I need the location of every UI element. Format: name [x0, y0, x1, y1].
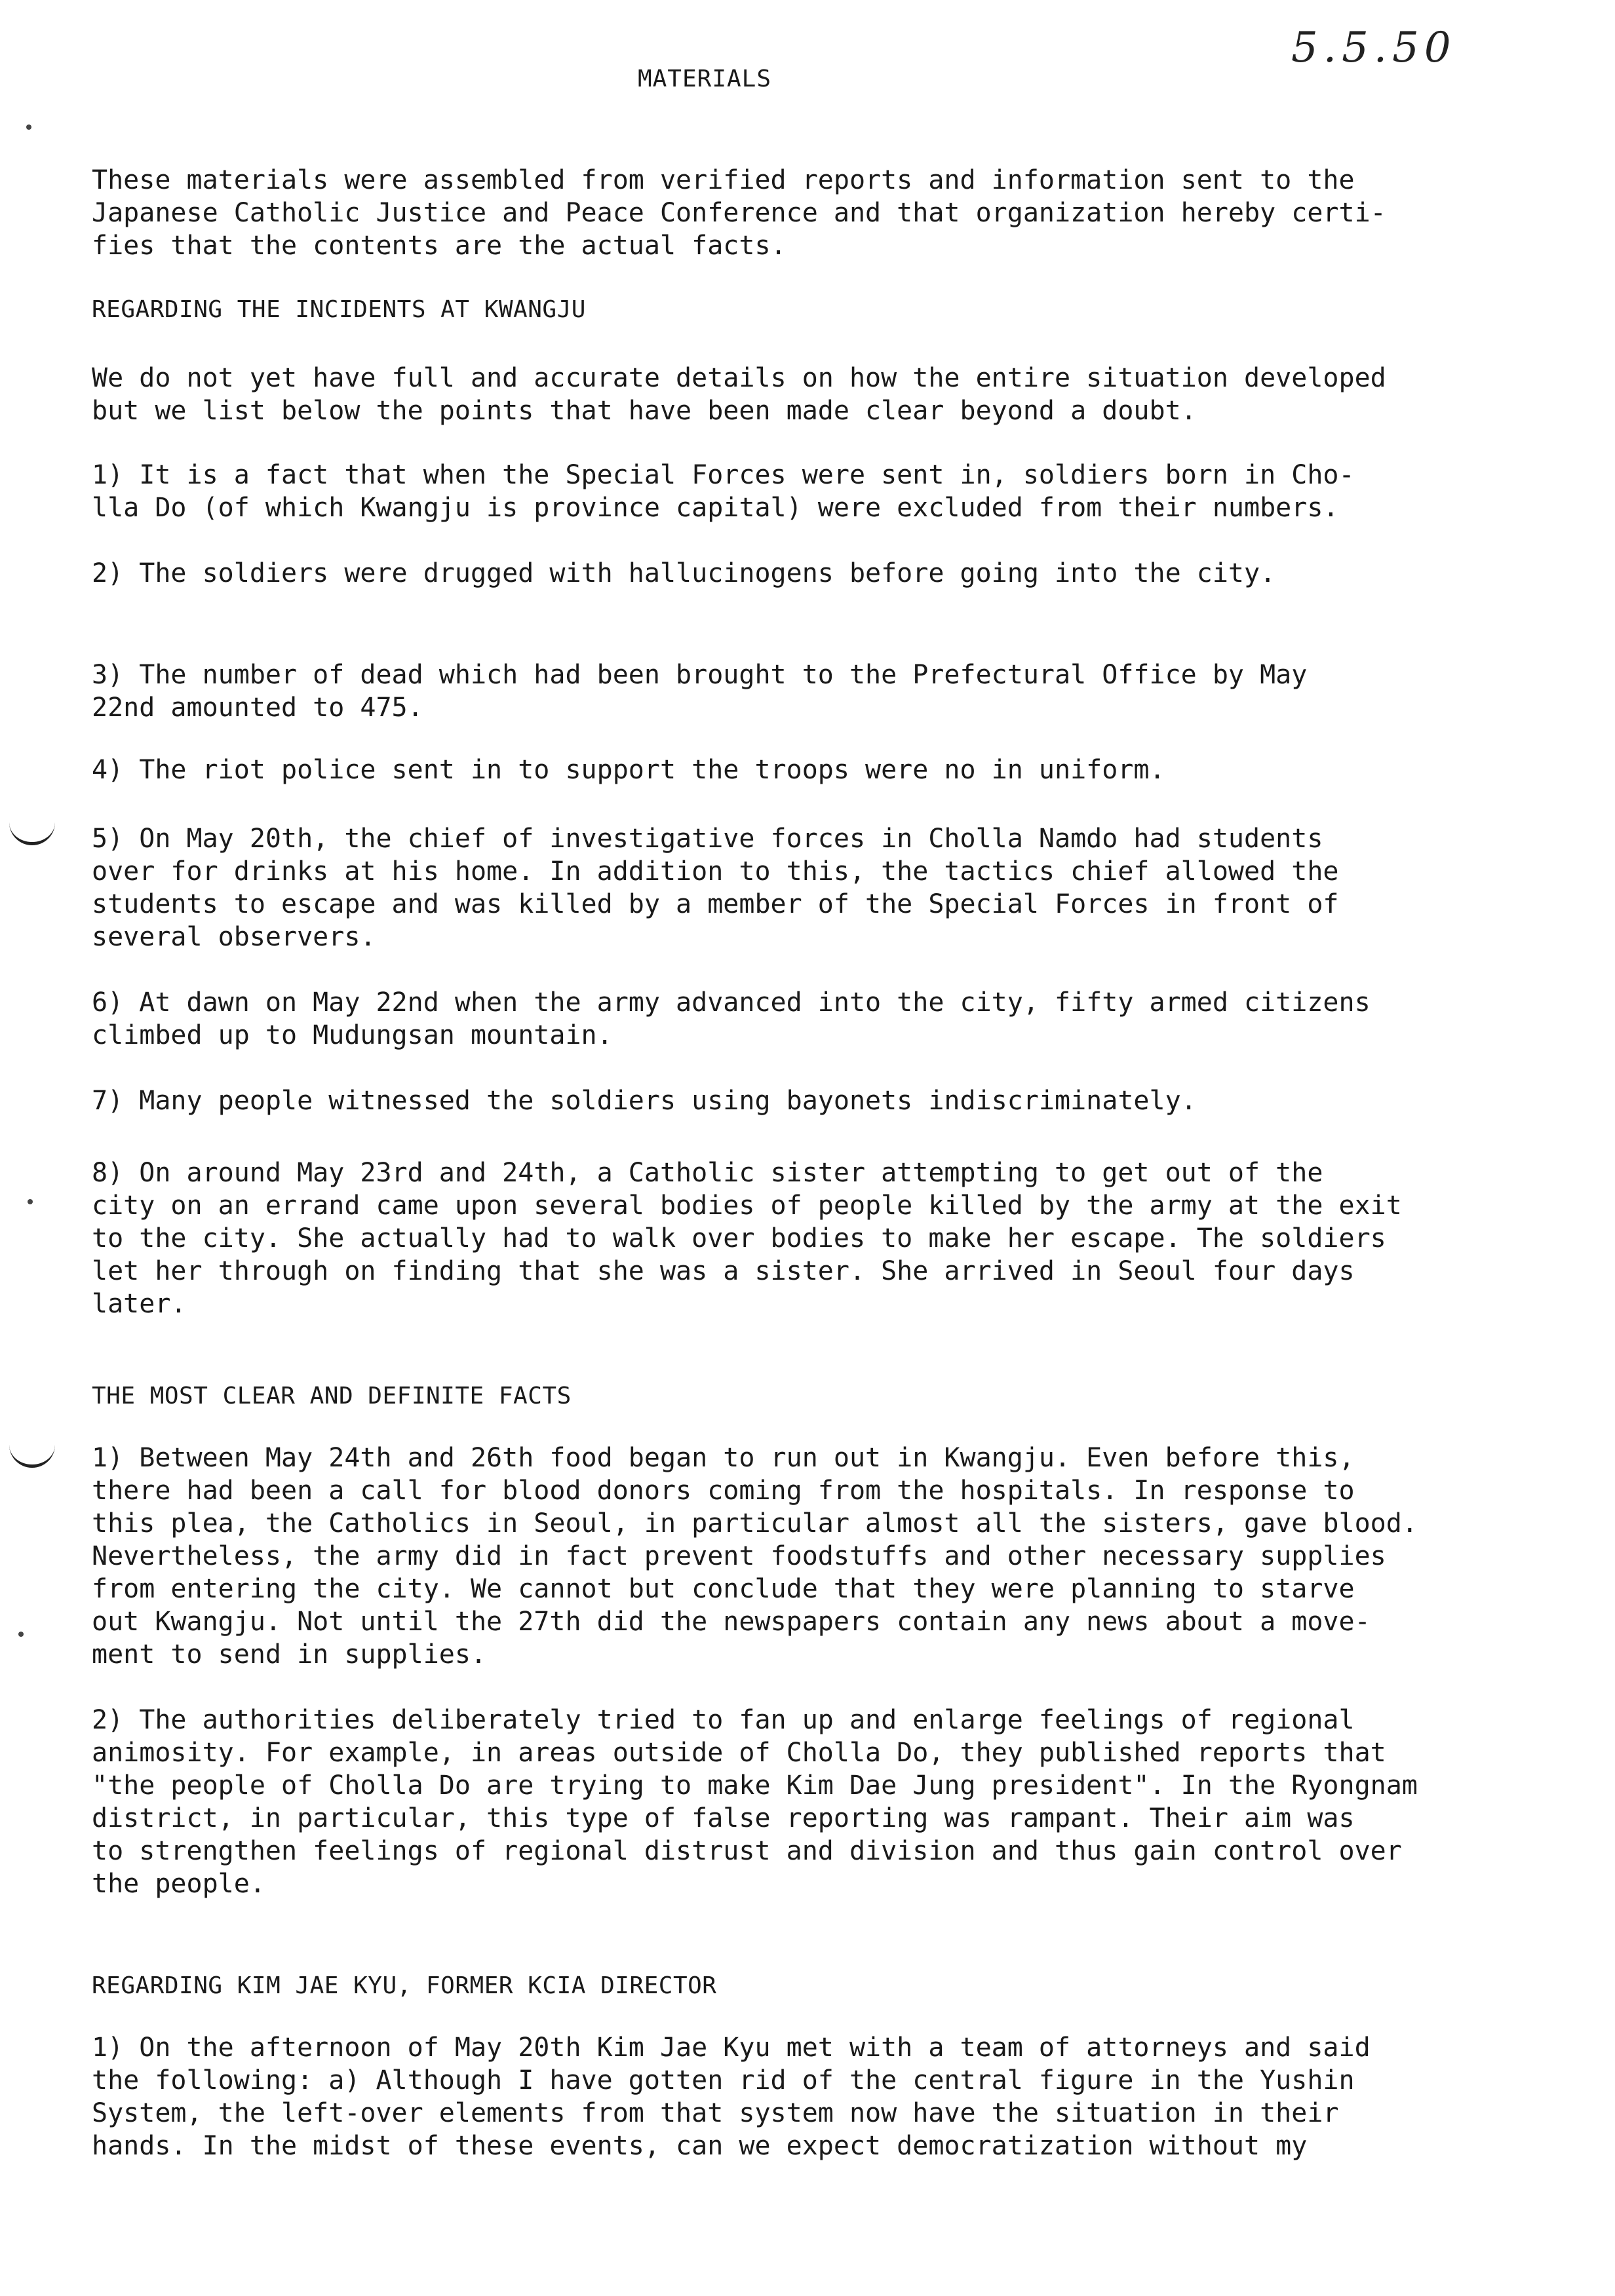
kwangju-item-3: 3) The number of dead which had been brought to the Prefectural Office by May 22nd amounted to 475. — [92, 660, 1308, 723]
kim-item-1: 1) On the afternoon of May 20th Kim Jae Kyu met with a team of attorneys and said the following: a) Although I have gotten rid of the central figure in the Yushin System, the left-over elements from that system now have the situation in their hands. In the midst of these events, can we expect democratization without my — [92, 2033, 1371, 2161]
section-kwangju-intro: We do not yet have full and accurate details on how the entire situation developed but we list below the points that have been made clear beyond a doubt. — [92, 363, 1386, 426]
facts-item-2: 2) The authorities deliberately tried to fan up and enlarge feelings of regional animosity. For example, in areas outside of Cholla Do, they published reports that "the people of Cholla Do are trying to make Kim Dae Jung president". In the Ryongnam district, in particular, this type of false reporting was rampant. Their aim was to strengthen feelings of regional distrust and division and thus gain control over the people. — [92, 1705, 1418, 1899]
kwangju-item-4: 4) The riot police sent in to support the troops were no in uniform. — [92, 755, 1165, 785]
scan-speck — [26, 124, 31, 130]
facts-item-1: 1) Between May 24th and 26th food began to run out in Kwangju. Even before this, there had been a call for blood donors coming from the hospitals. In response to this plea, the Catholics in Seoul, in particular almost all the sisters, gave blood. Nevertheless, the army did in fact prevent foodstuffs and other necessary supplies from entering the city. We cannot but conclude that they were planning to starve out Kwangju. Not until the 27th did the newspapers contain any news about a move- ment to send in supplies. — [92, 1443, 1418, 1670]
intro-paragraph: These materials were assembled from verified reports and information sent to the Japanese Catholic Justice and Peace Conference and that organization hereby certi- fies that the contents are the actual facts. — [92, 165, 1386, 261]
section-heading-kwangju: REGARDING THE INCIDENTS AT KWANGJU — [92, 296, 586, 323]
margin-check-mark — [9, 1445, 55, 1468]
kwangju-item-5: 5) On May 20th, the chief of investigative forces in Cholla Namdo had students over for drinks at his home. In addition to this, the tactics chief allowed the students to escape and was killed by a member of the Special Forces in front of several observers. — [92, 824, 1339, 952]
kwangju-item-8: 8) On around May 23rd and 24th, a Catholic sister attempting to get out of the city on an errand came upon several bodies of people killed by the army at the exit to the city. She actually had to walk over bodies to make her escape. The soldiers let her through on finding that she was a sister. She arrived in Seoul four days later. — [92, 1158, 1402, 1319]
scan-speck — [18, 1632, 24, 1637]
kwangju-item-6: 6) At dawn on May 22nd when the army advanced into the city, fifty armed citizens climbed up to Mudungsan mountain. — [92, 987, 1371, 1050]
scan-speck — [28, 1199, 33, 1204]
kwangju-item-7: 7) Many people witnessed the soldiers using bayonets indiscriminately. — [92, 1086, 1197, 1116]
section-heading-definite-facts: THE MOST CLEAR AND DEFINITE FACTS — [92, 1383, 572, 1409]
margin-check-mark — [9, 822, 55, 845]
handwritten-date-note: 5.5.50 — [1291, 24, 1456, 72]
section-heading-kim-jae-kyu: REGARDING KIM JAE KYU, FORMER KCIA DIRECTOR — [92, 1972, 717, 1999]
kwangju-item-1: 1) It is a fact that when the Special Forces were sent in, soldiers born in Cho- lla Do (of which Kwangju is province capital) were excluded from their numbers. — [92, 460, 1355, 523]
page-title: MATERIALS — [637, 66, 772, 92]
kwangju-item-2: 2) The soldiers were drugged with hallucinogens before going into the city. — [92, 558, 1276, 588]
